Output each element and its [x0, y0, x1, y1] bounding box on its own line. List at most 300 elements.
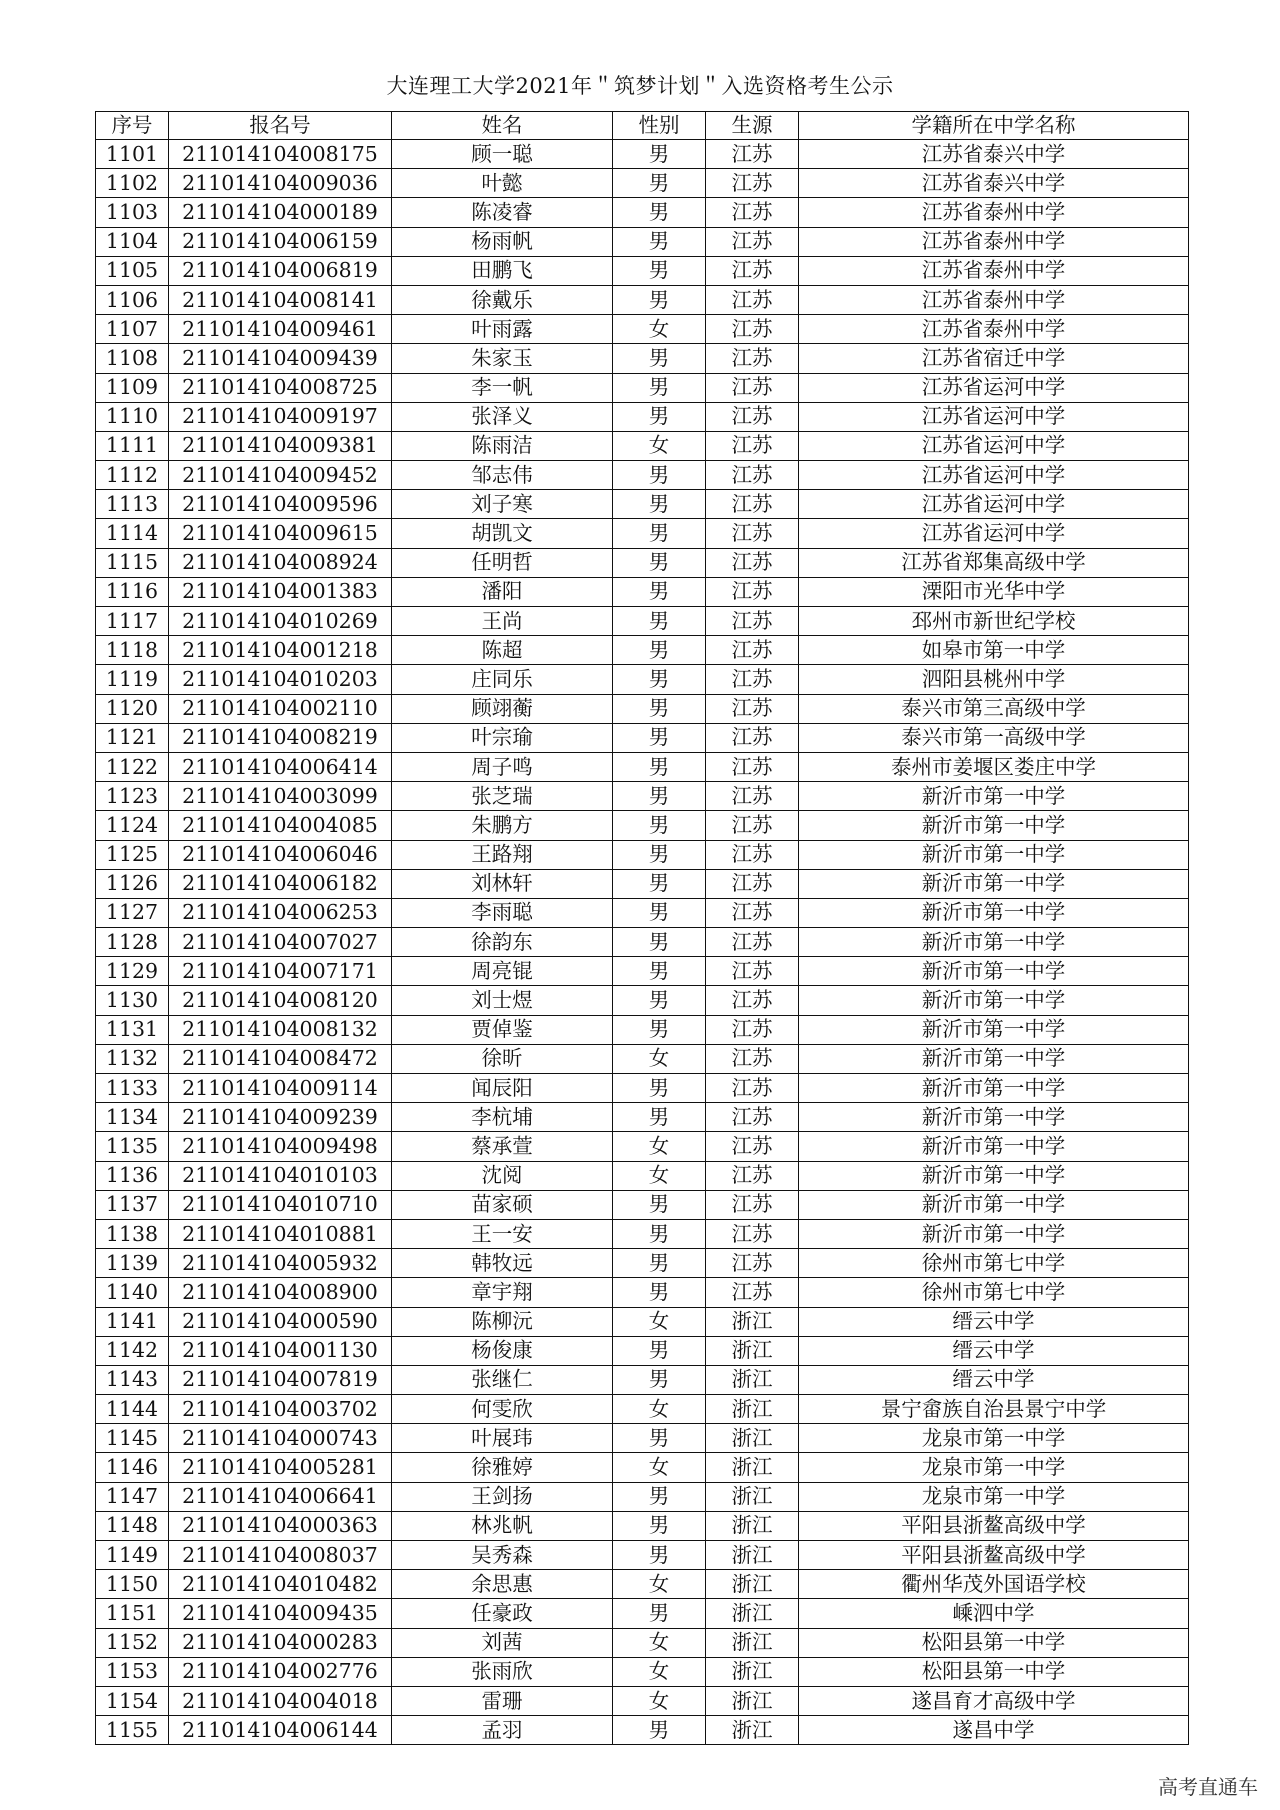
cell-serial: 1138 — [96, 1219, 169, 1248]
cell-origin: 江苏 — [706, 811, 799, 840]
table-row — [96, 1424, 1189, 1453]
cell-origin: 江苏 — [706, 519, 799, 548]
cell-school: 江苏省运河中学 — [799, 490, 1189, 519]
cell-serial: 1111 — [96, 431, 169, 460]
cell-serial: 1141 — [96, 1307, 169, 1336]
table-row — [96, 577, 1189, 606]
table-row — [96, 519, 1189, 548]
cell-origin: 江苏 — [706, 1249, 799, 1278]
cell-registration-no: 211014104006046 — [169, 840, 392, 869]
cell-name: 叶懿 — [392, 169, 613, 198]
cell-gender: 男 — [613, 1424, 706, 1453]
cell-school: 江苏省泰州中学 — [799, 256, 1189, 285]
cell-origin: 浙江 — [706, 1716, 799, 1745]
cell-name: 刘茜 — [392, 1628, 613, 1657]
cell-registration-no: 211014104004085 — [169, 811, 392, 840]
cell-origin: 江苏 — [706, 344, 799, 373]
cell-serial: 1139 — [96, 1249, 169, 1278]
cell-serial: 1129 — [96, 957, 169, 986]
table-row — [96, 373, 1189, 402]
cell-gender: 男 — [613, 227, 706, 256]
cell-school: 江苏省运河中学 — [799, 519, 1189, 548]
cell-registration-no: 211014104008219 — [169, 723, 392, 752]
header-name: 姓名 — [392, 112, 613, 140]
cell-school: 新沂市第一中学 — [799, 869, 1189, 898]
cell-school: 江苏省郑集高级中学 — [799, 548, 1189, 577]
cell-registration-no: 211014104007819 — [169, 1365, 392, 1394]
cell-school: 松阳县第一中学 — [799, 1657, 1189, 1686]
table-row — [96, 1453, 1189, 1482]
cell-name: 蔡承萱 — [392, 1132, 613, 1161]
cell-origin: 江苏 — [706, 1015, 799, 1044]
cell-serial: 1117 — [96, 607, 169, 636]
cell-school: 新沂市第一中学 — [799, 928, 1189, 957]
cell-school: 新沂市第一中学 — [799, 811, 1189, 840]
cell-name: 余思惠 — [392, 1570, 613, 1599]
cell-name: 朱鹏方 — [392, 811, 613, 840]
cell-registration-no: 211014104008132 — [169, 1015, 392, 1044]
cell-school: 衢州华茂外国语学校 — [799, 1570, 1189, 1599]
table-row — [96, 636, 1189, 665]
cell-gender: 男 — [613, 1482, 706, 1511]
cell-name: 章宇翔 — [392, 1278, 613, 1307]
cell-school: 龙泉市第一中学 — [799, 1453, 1189, 1482]
cell-registration-no: 211014104003702 — [169, 1395, 392, 1424]
cell-gender: 男 — [613, 636, 706, 665]
cell-origin: 江苏 — [706, 1278, 799, 1307]
cell-name: 李雨聪 — [392, 898, 613, 927]
cell-registration-no: 211014104009439 — [169, 344, 392, 373]
cell-gender: 男 — [613, 461, 706, 490]
cell-registration-no: 211014104009381 — [169, 431, 392, 460]
cell-gender: 男 — [613, 1336, 706, 1365]
cell-serial: 1134 — [96, 1103, 169, 1132]
cell-gender: 男 — [613, 169, 706, 198]
cell-registration-no: 211014104005932 — [169, 1249, 392, 1278]
cell-registration-no: 211014104005281 — [169, 1453, 392, 1482]
cell-serial: 1153 — [96, 1657, 169, 1686]
cell-gender: 男 — [613, 665, 706, 694]
cell-registration-no: 211014104009461 — [169, 315, 392, 344]
cell-name: 周亮锟 — [392, 957, 613, 986]
header-origin: 生源 — [706, 112, 799, 140]
cell-registration-no: 211014104000283 — [169, 1628, 392, 1657]
table-row — [96, 928, 1189, 957]
cell-name: 陈柳沅 — [392, 1307, 613, 1336]
table-row — [96, 285, 1189, 314]
cell-gender: 男 — [613, 1365, 706, 1394]
cell-school: 新沂市第一中学 — [799, 957, 1189, 986]
cell-gender: 男 — [613, 490, 706, 519]
cell-name: 孟羽 — [392, 1716, 613, 1745]
cell-origin: 江苏 — [706, 490, 799, 519]
table-row — [96, 898, 1189, 927]
cell-gender: 男 — [613, 577, 706, 606]
cell-origin: 江苏 — [706, 140, 799, 169]
cell-gender: 男 — [613, 723, 706, 752]
cell-name: 刘士煜 — [392, 986, 613, 1015]
cell-gender: 男 — [613, 1249, 706, 1278]
cell-serial: 1103 — [96, 198, 169, 227]
cell-gender: 男 — [613, 1074, 706, 1103]
cell-gender: 男 — [613, 840, 706, 869]
table-row — [96, 1716, 1189, 1745]
cell-origin: 江苏 — [706, 461, 799, 490]
cell-serial: 1127 — [96, 898, 169, 927]
table-row — [96, 1015, 1189, 1044]
table-row — [96, 490, 1189, 519]
cell-school: 泰州市姜堰区娄庄中学 — [799, 752, 1189, 781]
cell-school: 平阳县浙鳌高级中学 — [799, 1511, 1189, 1540]
table-row — [96, 1511, 1189, 1540]
cell-name: 朱家玉 — [392, 344, 613, 373]
cell-serial: 1125 — [96, 840, 169, 869]
cell-origin: 浙江 — [706, 1511, 799, 1540]
cell-origin: 江苏 — [706, 373, 799, 402]
cell-origin: 江苏 — [706, 577, 799, 606]
cell-registration-no: 211014104008141 — [169, 285, 392, 314]
cell-school: 新沂市第一中学 — [799, 986, 1189, 1015]
cell-serial: 1148 — [96, 1511, 169, 1540]
cell-gender: 女 — [613, 431, 706, 460]
table-row — [96, 1570, 1189, 1599]
table-row — [96, 665, 1189, 694]
cell-origin: 江苏 — [706, 898, 799, 927]
cell-registration-no: 211014104008037 — [169, 1541, 392, 1570]
table-row — [96, 227, 1189, 256]
cell-name: 沈阅 — [392, 1161, 613, 1190]
cell-serial: 1151 — [96, 1599, 169, 1628]
cell-school: 新沂市第一中学 — [799, 1044, 1189, 1073]
cell-name: 陈凌睿 — [392, 198, 613, 227]
cell-serial: 1119 — [96, 665, 169, 694]
cell-registration-no: 211014104010881 — [169, 1219, 392, 1248]
cell-origin: 浙江 — [706, 1424, 799, 1453]
cell-gender: 女 — [613, 1453, 706, 1482]
cell-name: 张芝瑞 — [392, 782, 613, 811]
cell-gender: 男 — [613, 1716, 706, 1745]
cell-origin: 江苏 — [706, 402, 799, 431]
cell-serial: 1150 — [96, 1570, 169, 1599]
cell-origin: 浙江 — [706, 1453, 799, 1482]
cell-school: 新沂市第一中学 — [799, 840, 1189, 869]
cell-registration-no: 211014104008120 — [169, 986, 392, 1015]
cell-serial: 1126 — [96, 869, 169, 898]
cell-school: 江苏省泰州中学 — [799, 198, 1189, 227]
cell-origin: 浙江 — [706, 1570, 799, 1599]
cell-name: 叶宗瑜 — [392, 723, 613, 752]
cell-name: 陈超 — [392, 636, 613, 665]
table-row — [96, 1628, 1189, 1657]
cell-serial: 1110 — [96, 402, 169, 431]
cell-gender: 男 — [613, 1015, 706, 1044]
cell-serial: 1132 — [96, 1044, 169, 1073]
cell-gender: 女 — [613, 1657, 706, 1686]
cell-school: 江苏省运河中学 — [799, 431, 1189, 460]
cell-gender: 男 — [613, 1103, 706, 1132]
table-row — [96, 694, 1189, 723]
cell-registration-no: 211014104007027 — [169, 928, 392, 957]
cell-origin: 江苏 — [706, 431, 799, 460]
cell-name: 吴秀森 — [392, 1541, 613, 1570]
table-row — [96, 1599, 1189, 1628]
cell-registration-no: 211014104010710 — [169, 1190, 392, 1219]
header-school: 学籍所在中学名称 — [799, 112, 1189, 140]
cell-school: 溧阳市光华中学 — [799, 577, 1189, 606]
cell-serial: 1114 — [96, 519, 169, 548]
cell-school: 缙云中学 — [799, 1336, 1189, 1365]
cell-gender: 男 — [613, 1219, 706, 1248]
cell-gender: 男 — [613, 548, 706, 577]
table-row — [96, 431, 1189, 460]
table-row — [96, 957, 1189, 986]
cell-gender: 男 — [613, 285, 706, 314]
cell-registration-no: 211014104006414 — [169, 752, 392, 781]
cell-origin: 浙江 — [706, 1395, 799, 1424]
cell-serial: 1106 — [96, 285, 169, 314]
cell-registration-no: 211014104001130 — [169, 1336, 392, 1365]
table-row — [96, 548, 1189, 577]
cell-name: 闻辰阳 — [392, 1074, 613, 1103]
cell-serial: 1120 — [96, 694, 169, 723]
cell-registration-no: 211014104010103 — [169, 1161, 392, 1190]
cell-origin: 江苏 — [706, 694, 799, 723]
page-title: 大连理工大学2021年＂筑梦计划＂入选资格考生公示 — [386, 74, 894, 98]
cell-origin: 江苏 — [706, 928, 799, 957]
cell-serial: 1122 — [96, 752, 169, 781]
cell-registration-no: 211014104000363 — [169, 1511, 392, 1540]
cell-gender: 男 — [613, 198, 706, 227]
cell-origin: 江苏 — [706, 315, 799, 344]
cell-origin: 江苏 — [706, 723, 799, 752]
cell-school: 龙泉市第一中学 — [799, 1482, 1189, 1511]
cell-gender: 男 — [613, 140, 706, 169]
cell-school: 如皋市第一中学 — [799, 636, 1189, 665]
cell-gender: 女 — [613, 1132, 706, 1161]
cell-school: 新沂市第一中学 — [799, 1219, 1189, 1248]
cell-registration-no: 211014104009036 — [169, 169, 392, 198]
cell-serial: 1146 — [96, 1453, 169, 1482]
cell-name: 刘林轩 — [392, 869, 613, 898]
cell-school: 平阳县浙鳌高级中学 — [799, 1541, 1189, 1570]
cell-school: 新沂市第一中学 — [799, 1132, 1189, 1161]
cell-registration-no: 211014104002110 — [169, 694, 392, 723]
cell-school: 江苏省泰州中学 — [799, 227, 1189, 256]
cell-origin: 江苏 — [706, 1132, 799, 1161]
cell-school: 龙泉市第一中学 — [799, 1424, 1189, 1453]
cell-school: 江苏省运河中学 — [799, 402, 1189, 431]
cell-registration-no: 211014104007171 — [169, 957, 392, 986]
cell-serial: 1113 — [96, 490, 169, 519]
cell-serial: 1116 — [96, 577, 169, 606]
cell-serial: 1137 — [96, 1190, 169, 1219]
cell-registration-no: 211014104008900 — [169, 1278, 392, 1307]
cell-registration-no: 211014104010482 — [169, 1570, 392, 1599]
cell-origin: 江苏 — [706, 752, 799, 781]
cell-serial: 1107 — [96, 315, 169, 344]
cell-gender: 女 — [613, 1628, 706, 1657]
cell-name: 张继仁 — [392, 1365, 613, 1394]
cell-school: 江苏省泰兴中学 — [799, 140, 1189, 169]
cell-registration-no: 211014104006819 — [169, 256, 392, 285]
cell-origin: 江苏 — [706, 256, 799, 285]
cell-registration-no: 211014104010203 — [169, 665, 392, 694]
cell-name: 苗家硕 — [392, 1190, 613, 1219]
table-row — [96, 1044, 1189, 1073]
cell-origin: 江苏 — [706, 782, 799, 811]
cell-serial: 1105 — [96, 256, 169, 285]
cell-gender: 男 — [613, 811, 706, 840]
cell-gender: 男 — [613, 1511, 706, 1540]
cell-serial: 1124 — [96, 811, 169, 840]
cell-registration-no: 211014104009596 — [169, 490, 392, 519]
cell-school: 江苏省泰州中学 — [799, 285, 1189, 314]
cell-serial: 1123 — [96, 782, 169, 811]
cell-name: 李一帆 — [392, 373, 613, 402]
cell-registration-no: 211014104009197 — [169, 402, 392, 431]
candidate-table — [95, 111, 1189, 1745]
cell-school: 江苏省运河中学 — [799, 461, 1189, 490]
cell-gender: 男 — [613, 519, 706, 548]
cell-gender: 男 — [613, 986, 706, 1015]
cell-origin: 江苏 — [706, 869, 799, 898]
cell-name: 顾翊蘅 — [392, 694, 613, 723]
cell-gender: 女 — [613, 1161, 706, 1190]
cell-name: 陈雨洁 — [392, 431, 613, 460]
cell-school: 遂昌中学 — [799, 1716, 1189, 1745]
cell-name: 田鹏飞 — [392, 256, 613, 285]
cell-school: 邳州市新世纪学校 — [799, 607, 1189, 636]
cell-school: 泰兴市第三高级中学 — [799, 694, 1189, 723]
cell-name: 叶展玮 — [392, 1424, 613, 1453]
cell-registration-no: 211014104001218 — [169, 636, 392, 665]
cell-serial: 1128 — [96, 928, 169, 957]
cell-name: 王一安 — [392, 1219, 613, 1248]
cell-origin: 江苏 — [706, 169, 799, 198]
cell-origin: 江苏 — [706, 198, 799, 227]
table-row — [96, 840, 1189, 869]
cell-name: 徐昕 — [392, 1044, 613, 1073]
table-row — [96, 1132, 1189, 1161]
cell-name: 张雨欣 — [392, 1657, 613, 1686]
cell-serial: 1149 — [96, 1541, 169, 1570]
cell-gender: 女 — [613, 1307, 706, 1336]
cell-origin: 江苏 — [706, 1074, 799, 1103]
cell-school: 徐州市第七中学 — [799, 1249, 1189, 1278]
cell-name: 王尚 — [392, 607, 613, 636]
cell-serial: 1152 — [96, 1628, 169, 1657]
table-row — [96, 1103, 1189, 1132]
table-row — [96, 169, 1189, 198]
table-row — [96, 315, 1189, 344]
cell-name: 刘子寒 — [392, 490, 613, 519]
cell-name: 张泽义 — [392, 402, 613, 431]
cell-origin: 江苏 — [706, 1190, 799, 1219]
cell-registration-no: 211014104008175 — [169, 140, 392, 169]
cell-name: 任明哲 — [392, 548, 613, 577]
cell-name: 胡凯文 — [392, 519, 613, 548]
cell-registration-no: 211014104006641 — [169, 1482, 392, 1511]
table-row — [96, 1365, 1189, 1394]
table-row — [96, 140, 1189, 169]
cell-serial: 1142 — [96, 1336, 169, 1365]
cell-school: 松阳县第一中学 — [799, 1628, 1189, 1657]
cell-registration-no: 211014104006144 — [169, 1716, 392, 1745]
cell-serial: 1108 — [96, 344, 169, 373]
cell-serial: 1143 — [96, 1365, 169, 1394]
cell-name: 贾倬鉴 — [392, 1015, 613, 1044]
cell-serial: 1136 — [96, 1161, 169, 1190]
cell-gender: 男 — [613, 694, 706, 723]
cell-origin: 江苏 — [706, 1044, 799, 1073]
cell-gender: 女 — [613, 1686, 706, 1715]
cell-school: 徐州市第七中学 — [799, 1278, 1189, 1307]
cell-origin: 江苏 — [706, 957, 799, 986]
cell-origin: 江苏 — [706, 636, 799, 665]
cell-name: 雷珊 — [392, 1686, 613, 1715]
cell-gender: 男 — [613, 1599, 706, 1628]
header-serial: 序号 — [96, 112, 169, 140]
cell-name: 任豪政 — [392, 1599, 613, 1628]
cell-name: 何雯欣 — [392, 1395, 613, 1424]
table-row — [96, 811, 1189, 840]
cell-name: 韩牧远 — [392, 1249, 613, 1278]
cell-gender: 男 — [613, 402, 706, 431]
table-body — [96, 140, 1189, 1745]
cell-registration-no: 211014104004018 — [169, 1686, 392, 1715]
cell-registration-no: 211014104006253 — [169, 898, 392, 927]
cell-serial: 1101 — [96, 140, 169, 169]
cell-gender: 男 — [613, 373, 706, 402]
cell-school: 新沂市第一中学 — [799, 1074, 1189, 1103]
header-registration-no: 报名号 — [169, 112, 392, 140]
cell-school: 新沂市第一中学 — [799, 1015, 1189, 1044]
cell-registration-no: 211014104009452 — [169, 461, 392, 490]
table-row — [96, 1657, 1189, 1686]
table-row — [96, 1161, 1189, 1190]
cell-name: 徐韵东 — [392, 928, 613, 957]
cell-serial: 1102 — [96, 169, 169, 198]
cell-serial: 1109 — [96, 373, 169, 402]
cell-gender: 女 — [613, 315, 706, 344]
cell-school: 江苏省泰兴中学 — [799, 169, 1189, 198]
cell-registration-no: 211014104008924 — [169, 548, 392, 577]
cell-school: 新沂市第一中学 — [799, 1103, 1189, 1132]
cell-serial: 1118 — [96, 636, 169, 665]
cell-registration-no: 211014104000590 — [169, 1307, 392, 1336]
cell-origin: 江苏 — [706, 548, 799, 577]
cell-origin: 江苏 — [706, 227, 799, 256]
cell-serial: 1155 — [96, 1716, 169, 1745]
cell-school: 缙云中学 — [799, 1365, 1189, 1394]
cell-name: 顾一聪 — [392, 140, 613, 169]
cell-gender: 女 — [613, 1044, 706, 1073]
cell-origin: 浙江 — [706, 1541, 799, 1570]
table-row — [96, 723, 1189, 752]
cell-registration-no: 211014104003099 — [169, 782, 392, 811]
cell-gender: 男 — [613, 607, 706, 636]
cell-serial: 1112 — [96, 461, 169, 490]
cell-gender: 男 — [613, 1190, 706, 1219]
cell-name: 邹志伟 — [392, 461, 613, 490]
cell-origin: 浙江 — [706, 1482, 799, 1511]
cell-serial: 1135 — [96, 1132, 169, 1161]
cell-gender: 男 — [613, 256, 706, 285]
cell-name: 徐雅婷 — [392, 1453, 613, 1482]
cell-serial: 1154 — [96, 1686, 169, 1715]
cell-gender: 男 — [613, 1541, 706, 1570]
cell-origin: 浙江 — [706, 1336, 799, 1365]
